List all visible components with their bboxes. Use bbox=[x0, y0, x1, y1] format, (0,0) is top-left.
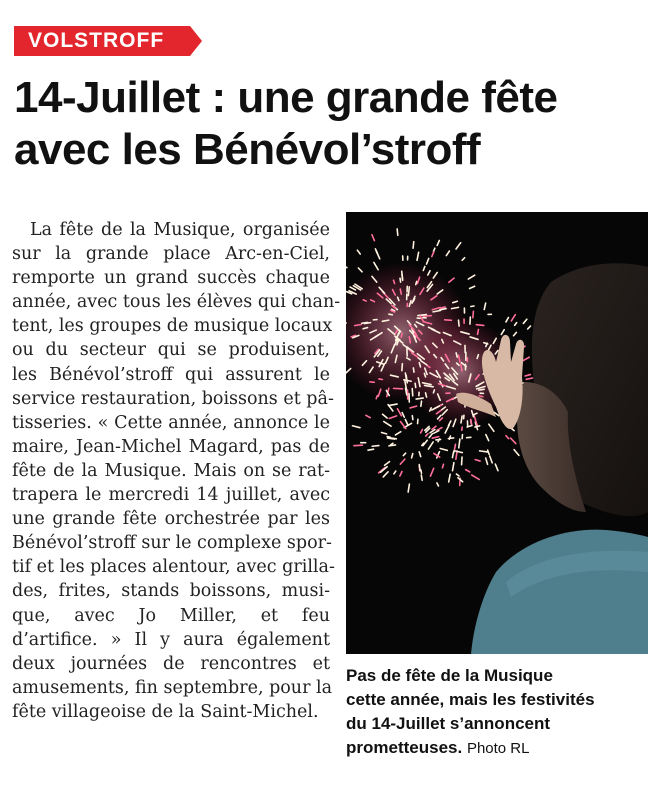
firework-spark bbox=[461, 416, 462, 423]
body-line: deux journées de rencontres et bbox=[12, 653, 330, 674]
body-line: trapera le mercredi 14 juillet, avec bbox=[12, 485, 330, 506]
firework-spark bbox=[459, 439, 460, 448]
firework-spark bbox=[442, 464, 443, 468]
firework-spark bbox=[412, 389, 413, 396]
firework-spark bbox=[473, 311, 474, 317]
body-line: amusements, fin septembre, pour la bbox=[12, 677, 333, 698]
firework-spark bbox=[402, 275, 403, 281]
body-line: ou du secteur qui se produisent, bbox=[12, 340, 330, 361]
fireworks-child-icon bbox=[346, 212, 648, 654]
firework-spark bbox=[401, 333, 402, 337]
firework-spark bbox=[418, 315, 427, 316]
body-line: les Bénévol’stroff qui assurent le bbox=[12, 364, 330, 385]
firework-spark bbox=[389, 314, 392, 315]
body-line: tif et les places alentour, avec grilla- bbox=[12, 557, 335, 578]
firework-spark bbox=[458, 320, 459, 326]
body-line: Bénévol’stroff sur le complexe spor- bbox=[12, 533, 332, 554]
firework-spark bbox=[400, 289, 401, 294]
firework-spark bbox=[426, 393, 427, 397]
body-line: que, avec Jo Miller, et feu bbox=[12, 605, 330, 626]
firework-spark bbox=[416, 398, 423, 399]
section-tag-label: VOLSTROFF bbox=[28, 29, 165, 52]
firework-spark bbox=[376, 396, 377, 399]
photo-credit: Photo RL bbox=[466, 740, 530, 757]
body-line: d’artifice. » Il y aura également bbox=[12, 629, 330, 650]
caption-line: Pas de fête de la Musique bbox=[346, 666, 553, 685]
caption-line: cette année, mais les festivités bbox=[346, 690, 595, 709]
firework-spark bbox=[413, 368, 414, 372]
firework-spark bbox=[355, 325, 362, 326]
firework-spark bbox=[389, 445, 396, 446]
body-line: service restauration, boissons et pâ- bbox=[12, 388, 334, 409]
firework-spark bbox=[479, 389, 484, 390]
fireworks-photo bbox=[346, 212, 648, 654]
firework-spark bbox=[441, 307, 446, 308]
firework-spark bbox=[387, 437, 390, 438]
firework-spark bbox=[372, 446, 379, 447]
caption-text: prometteuses. bbox=[346, 738, 463, 757]
headline bbox=[14, 72, 654, 176]
firework-spark bbox=[402, 364, 403, 371]
firework-spark bbox=[471, 419, 472, 425]
body-line: tisseries. « Cette année, annonce le bbox=[12, 412, 330, 433]
firework-spark bbox=[421, 401, 422, 406]
firework-spark bbox=[388, 438, 395, 439]
body-line: maire, Jean-Michel Magard, pas de bbox=[12, 436, 330, 457]
firework-spark bbox=[413, 242, 414, 249]
body-line: fête de la Musique. Mais on se rat- bbox=[12, 460, 330, 481]
body-line: remporte un grand succès chaque bbox=[12, 268, 330, 289]
body-line: sur la grande place Arc-en-Ciel, bbox=[12, 244, 330, 265]
firework-spark bbox=[448, 438, 453, 439]
body-line: fête villageoise de la Saint-Michel. bbox=[12, 701, 319, 722]
firework-spark bbox=[433, 390, 434, 393]
firework-spark bbox=[424, 373, 425, 377]
firework-spark bbox=[368, 449, 374, 450]
body-line: La fête de la Musique, organisée bbox=[30, 220, 330, 240]
body-line: année, avec tous les élèves qui chan- bbox=[12, 292, 341, 313]
firework-spark bbox=[476, 325, 483, 326]
body-line: des, frites, stands boissons, musi- bbox=[12, 581, 330, 602]
firework-spark bbox=[421, 470, 422, 473]
headline-line: 14-Juillet : une grande fête bbox=[14, 73, 558, 122]
body-line: tent, les groupes de musique locaux bbox=[12, 316, 333, 337]
photo-caption bbox=[346, 664, 656, 761]
firework-spark bbox=[415, 383, 416, 387]
firework-spark bbox=[412, 416, 413, 420]
firework-spark bbox=[479, 396, 483, 397]
firework-spark bbox=[421, 475, 422, 480]
firework-spark bbox=[416, 281, 417, 284]
firework-spark bbox=[409, 337, 410, 343]
firework-spark bbox=[408, 287, 409, 296]
firework-spark bbox=[364, 323, 370, 324]
firework-spark bbox=[379, 379, 383, 380]
firework-spark bbox=[419, 465, 420, 471]
firework-spark bbox=[456, 353, 457, 357]
caption-line bbox=[346, 736, 656, 761]
headline-line: avec les Bénévol’stroff bbox=[14, 125, 481, 174]
firework-spark bbox=[393, 280, 394, 283]
firework-spark bbox=[471, 306, 474, 307]
firework-spark bbox=[354, 445, 363, 446]
caption-line: du 14-Juillet s’annoncent bbox=[346, 714, 551, 733]
firework-spark bbox=[397, 229, 398, 235]
section-tag bbox=[14, 26, 202, 56]
firework-spark bbox=[406, 375, 407, 383]
article-body bbox=[12, 218, 341, 724]
body-line: une grande fête orchestrée par les bbox=[12, 509, 330, 530]
firework-spark bbox=[478, 330, 479, 335]
firework-spark bbox=[400, 278, 401, 282]
firework-spark bbox=[363, 300, 366, 301]
